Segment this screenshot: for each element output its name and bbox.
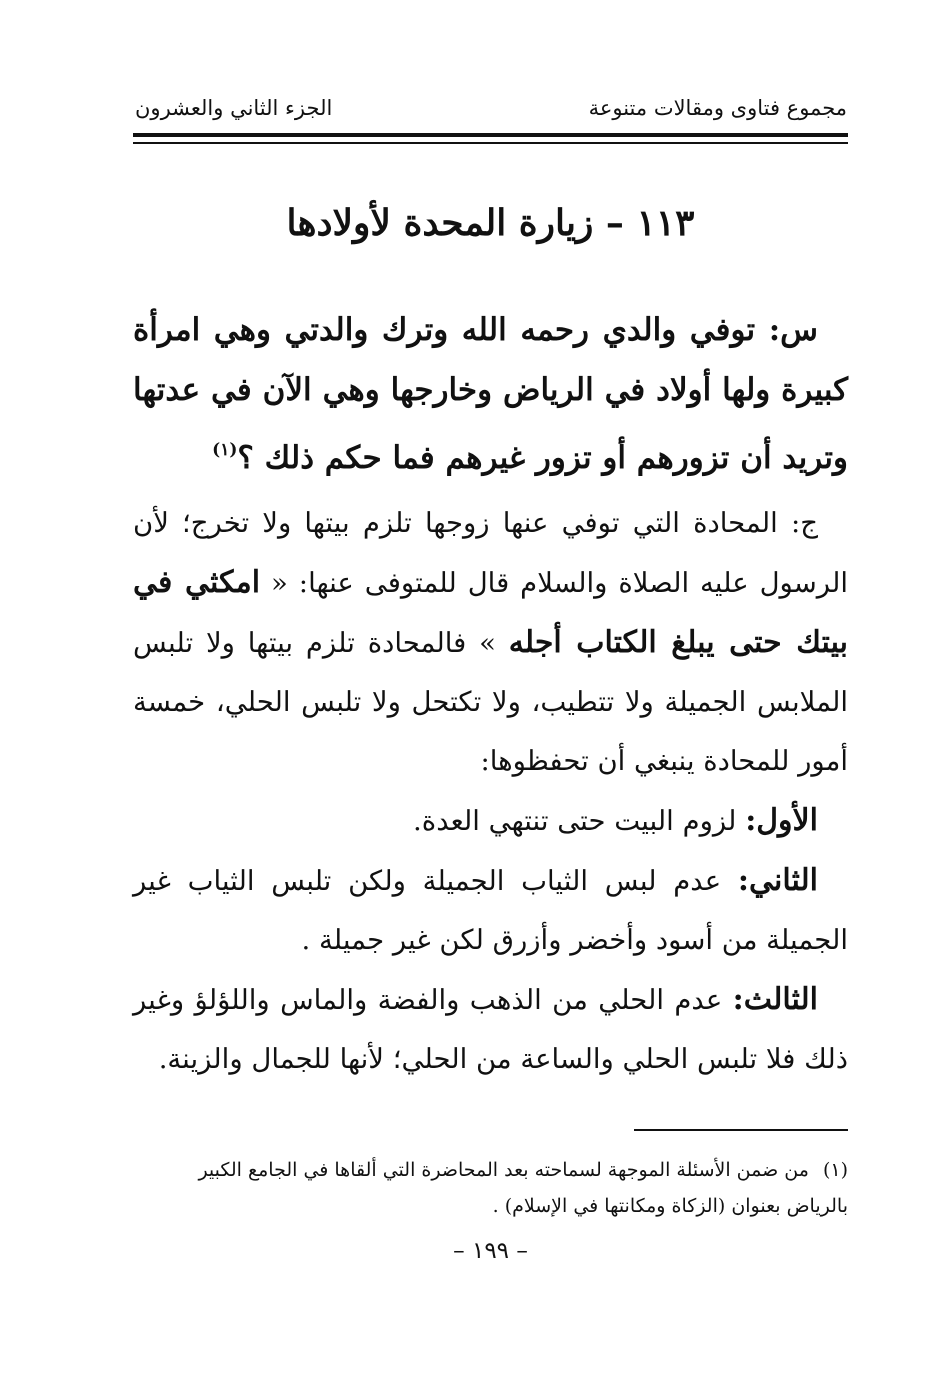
header-rule-thin bbox=[133, 142, 848, 144]
question-prefix: س: bbox=[768, 312, 818, 348]
answer-block bbox=[133, 494, 848, 1089]
answer-prefix: ج: bbox=[790, 507, 818, 539]
footnote bbox=[133, 1152, 848, 1224]
page-number: – ١٩٩ – bbox=[453, 1238, 528, 1264]
point-first bbox=[133, 791, 848, 851]
point-label: الأول: bbox=[745, 803, 818, 838]
footnote-reference: (١) bbox=[212, 440, 238, 460]
point-label: الثالث: bbox=[732, 982, 818, 1017]
answer-paragraph bbox=[133, 494, 848, 791]
footnote-separator bbox=[634, 1129, 848, 1131]
point-text: لزوم البيت حتى تنتهي العدة. bbox=[413, 805, 737, 837]
footnote-number: (١) bbox=[822, 1159, 848, 1181]
point-third bbox=[133, 970, 848, 1089]
answer-text-after-quote: » فالمحادة تلزم بيتها ولا تلبس الملابس الجميلة ولا تتطيب، ولا تكتحل ولا تلبس الحلي، خمسة أمور للمحادة ينبغي أن تحفظوها: bbox=[133, 627, 848, 777]
chapter-title: ١١٣ – زيارة المحدة لأولادها bbox=[286, 202, 695, 244]
question-block bbox=[133, 300, 848, 488]
answer-text-before-quote: المحادة التي توفي عنها زوجها تلزم بيتها ولا تخرج؛ لأن الرسول عليه الصلاة والسلام قال للمتوفى عنها: « bbox=[133, 507, 848, 599]
running-header bbox=[135, 96, 847, 120]
point-second bbox=[133, 851, 848, 970]
header-rule-thick bbox=[133, 133, 848, 137]
point-text: عدم الحلي من الذهب والفضة والماس واللؤلؤ وغير ذلك فلا تلبس الحلي والساعة من الحلي؛ لأنها للجمال والزينة. bbox=[133, 984, 848, 1075]
footnote-text: من ضمن الأسئلة الموجهة لسماحته بعد المحاضرة التي ألقاها في الجامع الكبير بالرياض بعنوان (الزكاة ومكانتها في الإسلام) . bbox=[198, 1159, 848, 1217]
point-label: الثاني: bbox=[737, 863, 818, 898]
hadith-quote: امكثي في بيتك حتى يبلغ الكتاب أجله bbox=[133, 565, 848, 660]
question-text: توفي والدي رحمه الله وترك والدتي وهي امرأة كبيرة ولها أولاد في الرياض وخارجها وهي الآن في عدتها وتريد أن تزورهم أو تزور غيرهم فما حكم ذلك ؟ bbox=[133, 312, 848, 476]
volume-label: الجزء الثاني والعشرون bbox=[135, 96, 333, 120]
book-title: مجموع فتاوى ومقالات متنوعة bbox=[588, 96, 847, 120]
point-text: عدم لبس الثياب الجميلة ولكن تلبس الثياب غير الجميلة من أسود وأخضر وأزرق لكن غير جميلة . bbox=[133, 865, 848, 956]
